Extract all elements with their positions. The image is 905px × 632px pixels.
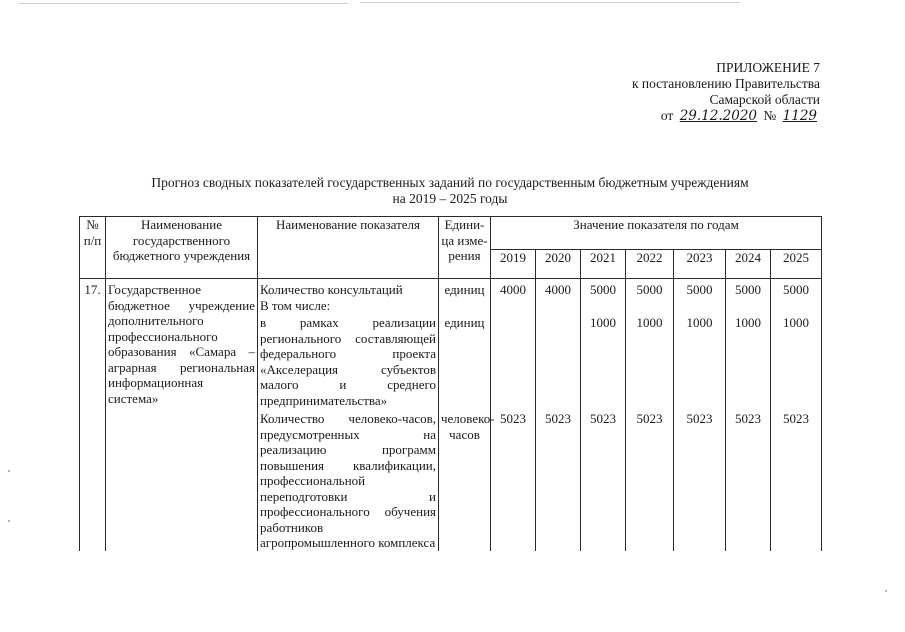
header-year: 2023 [674, 250, 726, 279]
header-year: 2020 [536, 250, 581, 279]
indicators-table [79, 216, 822, 551]
header-year: 2019 [491, 250, 536, 279]
indicator-name: Количество человеко-часов, предусмотренных на реализацию программ повышения квалификации, профессиональной переподготовки и профессионального обучения работников агропромышленного комплекса [260, 411, 436, 550]
indicator-unit [441, 298, 488, 314]
header-year: 2022 [626, 250, 674, 279]
header-year: 2024 [726, 250, 771, 279]
year-col-2020 [536, 279, 581, 551]
value-cell: 5000 [636, 282, 663, 297]
scan-speck [8, 520, 10, 522]
value-cell: 1000 [590, 315, 616, 330]
indicator-name: в рамках реализации регионального составляющей федерального проекта «Акселерация субъектов малого и среднего предпринимательства» [260, 315, 436, 408]
scan-speck [885, 590, 887, 592]
handwritten-date: 29.12.2020 [679, 108, 757, 124]
value-cell: 1000 [636, 315, 663, 330]
value-cell [538, 298, 578, 314]
value-cell: 5023 [686, 411, 713, 426]
header-values-group: Значение показателя по годам [491, 217, 822, 250]
value-cell [493, 315, 533, 408]
value-cell: 1000 [686, 315, 713, 330]
value-cell: 4000 [545, 282, 571, 297]
header-institution: Наименование государственного бюджетного учреждения [106, 217, 258, 279]
value-cell [583, 298, 623, 314]
scan-artifact-line [360, 2, 740, 3]
year-col-2019 [491, 279, 536, 551]
scan-speck [8, 470, 10, 472]
value-cell: 5000 [686, 282, 713, 297]
header-indicator: Наименование показателя [258, 217, 439, 279]
document-title-line-1: Прогноз сводных показателей государственных заданий по государственным бюджетным учреждениям [151, 175, 749, 190]
row-indicators [258, 279, 439, 551]
header-year: 2021 [581, 250, 626, 279]
appendix-title: ПРИЛОЖЕНИЕ 7 [716, 60, 820, 75]
document-title [90, 175, 810, 207]
value-cell: 5023 [735, 411, 761, 426]
value-cell: 1000 [783, 315, 810, 330]
value-cell [628, 298, 671, 314]
year-col-2025 [771, 279, 822, 551]
year-col-2022 [626, 279, 674, 551]
value-cell [773, 298, 819, 314]
appendix-line-1: к постановлению Правительства [631, 76, 820, 91]
row-num: 17. [80, 279, 106, 551]
appendix-block [560, 60, 820, 124]
value-cell: 1000 [735, 315, 761, 330]
value-cell: 5023 [636, 411, 663, 426]
indicator-unit: единиц [444, 315, 485, 330]
indicator-name: В том числе: [260, 297, 331, 313]
table-row [80, 279, 822, 551]
value-cell: 5023 [590, 411, 616, 426]
header-num: № п/п [80, 217, 106, 279]
date-prefix: от [660, 108, 674, 123]
value-cell: 4000 [500, 282, 526, 297]
row-units [439, 279, 495, 551]
header-year: 2025 [771, 250, 822, 279]
year-col-2023 [674, 279, 726, 551]
value-cell [676, 298, 723, 314]
value-cell: 5000 [590, 282, 616, 297]
value-cell: 5023 [783, 411, 810, 426]
value-cell [728, 298, 768, 314]
value-cell [538, 315, 578, 408]
number-prefix: № [763, 108, 777, 123]
row-institution: Государственное бюджетное учреждение дополнительного профессионального образования «Самара – аграрная региональная информационная система» [106, 279, 258, 551]
indicator-unit: человеко-часов [441, 411, 495, 442]
indicator-unit: единиц [444, 282, 485, 297]
document-title-line-2: на 2019 – 2025 годы [392, 191, 508, 206]
value-cell: 5000 [783, 282, 810, 297]
appendix-date-line [560, 108, 820, 124]
year-col-2024 [726, 279, 771, 551]
handwritten-number: 1129 [782, 108, 817, 124]
year-col-2021 [581, 279, 626, 551]
value-cell: 5023 [500, 411, 526, 426]
scan-artifact-line [18, 3, 348, 4]
value-cell: 5000 [735, 282, 761, 297]
header-unit: Едини-ца изме-рения [439, 217, 491, 279]
value-cell: 5023 [545, 411, 571, 426]
indicator-name: Количество консультаций [260, 282, 403, 297]
value-cell [493, 298, 533, 314]
appendix-line-2: Самарской области [709, 92, 820, 107]
